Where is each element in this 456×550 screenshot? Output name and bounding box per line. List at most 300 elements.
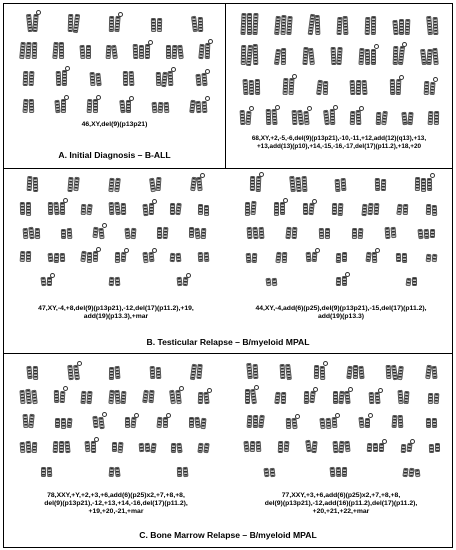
chromosome-pair bbox=[151, 18, 162, 32]
abnormality-marker-icon bbox=[382, 439, 387, 444]
chromosome bbox=[176, 253, 182, 262]
chromosome bbox=[203, 252, 209, 262]
chromosome bbox=[364, 17, 370, 35]
chromosome bbox=[252, 44, 258, 65]
chromosome-pair bbox=[366, 252, 377, 263]
chromosome bbox=[255, 79, 260, 95]
chromosome-pair bbox=[429, 443, 440, 452]
chromosome-pair bbox=[401, 443, 412, 452]
chromosome bbox=[95, 73, 101, 87]
chromosome bbox=[133, 44, 139, 59]
chromosome bbox=[54, 390, 59, 404]
chromosome bbox=[119, 100, 125, 113]
chromosome bbox=[251, 201, 257, 215]
chromosome bbox=[126, 100, 131, 113]
chromosome-pair bbox=[190, 100, 207, 113]
chromosome-pair bbox=[125, 228, 136, 239]
abnormality-marker-icon bbox=[375, 248, 380, 253]
chromosome-pair bbox=[109, 366, 120, 379]
chromosome bbox=[170, 253, 176, 262]
chromosome-pair bbox=[198, 443, 209, 453]
karyogram-a1 bbox=[12, 12, 218, 120]
chromosome-pair bbox=[109, 178, 120, 192]
chromosome bbox=[421, 178, 426, 192]
abnormality-marker-icon bbox=[102, 223, 107, 228]
abnormality-marker-icon bbox=[63, 198, 68, 203]
chromosome bbox=[341, 276, 346, 286]
chromosome bbox=[295, 176, 301, 191]
chromosome-pair bbox=[27, 176, 38, 191]
abnormality-marker-icon bbox=[171, 67, 176, 72]
chromosome-pair bbox=[68, 177, 79, 192]
chromosome bbox=[22, 98, 28, 113]
chromosome-pair bbox=[109, 467, 120, 477]
chromosome-pair bbox=[41, 277, 52, 286]
chromosome-pair bbox=[171, 443, 182, 453]
chromosome bbox=[286, 363, 293, 379]
chromosome-pair bbox=[362, 203, 379, 215]
chromosome-pair bbox=[93, 227, 104, 238]
karyogram-b1 bbox=[12, 175, 217, 293]
karyotype-b1: 47,XY,-4,+8,del(9)(p13p21),-12,del(17)(p11.2),+19, add(19)(p13.3),+mar bbox=[38, 305, 194, 321]
chromosome bbox=[240, 13, 246, 36]
chromosome-pair bbox=[170, 390, 181, 404]
chromosome bbox=[41, 467, 46, 477]
chromosome bbox=[148, 390, 154, 404]
chromosome-row bbox=[12, 411, 217, 428]
chromosome-pair bbox=[27, 14, 38, 32]
chromosome bbox=[166, 45, 171, 59]
chromosome bbox=[85, 441, 91, 453]
chromosome bbox=[168, 71, 174, 86]
abnormality-marker-icon bbox=[249, 106, 254, 111]
chromosome bbox=[355, 110, 361, 125]
chromosome-pair bbox=[192, 16, 203, 32]
chromosome bbox=[203, 442, 209, 453]
chromosome bbox=[151, 18, 156, 32]
chromosome bbox=[163, 417, 168, 428]
chromosome-pair bbox=[247, 415, 264, 428]
chromosome-row bbox=[12, 12, 218, 32]
chromosome-pair bbox=[280, 364, 291, 380]
chromosome bbox=[62, 70, 67, 86]
abnormality-marker-icon bbox=[186, 273, 191, 278]
abnormality-marker-icon bbox=[124, 248, 129, 253]
chromosome bbox=[156, 367, 162, 379]
chromosome bbox=[265, 109, 271, 125]
chromosome bbox=[148, 203, 153, 215]
chromosome-pair bbox=[81, 204, 92, 215]
chromosome bbox=[252, 13, 258, 35]
chromosome bbox=[415, 177, 420, 191]
chromosome bbox=[121, 390, 127, 404]
chromosome bbox=[40, 277, 46, 287]
chromosome bbox=[304, 391, 309, 404]
chromosome-pair bbox=[157, 417, 168, 428]
chromosome bbox=[25, 441, 31, 453]
chromosome bbox=[26, 251, 31, 262]
chromosome-row bbox=[12, 435, 217, 452]
chromosome-pair bbox=[109, 202, 126, 215]
chromosome bbox=[48, 202, 53, 215]
abnormality-marker-icon bbox=[307, 106, 312, 111]
chromosome-pair bbox=[275, 392, 286, 404]
abnormality-marker-icon bbox=[345, 272, 350, 277]
chromosome-pair bbox=[426, 204, 437, 215]
chromosome bbox=[303, 110, 309, 125]
chromosome bbox=[251, 253, 257, 263]
chromosome-pair bbox=[81, 251, 98, 262]
chromosome bbox=[390, 79, 395, 95]
chromosome bbox=[27, 176, 33, 191]
chromosome-pair bbox=[115, 252, 126, 263]
abnormality-marker-icon bbox=[378, 388, 383, 393]
chromosome-pair bbox=[286, 418, 297, 429]
chromosome bbox=[271, 278, 277, 287]
chromosome bbox=[25, 42, 31, 59]
abnormality-marker-icon bbox=[348, 387, 353, 392]
chromosome bbox=[281, 252, 286, 263]
chromosome bbox=[129, 71, 135, 86]
panel-c-title: C. Bone Marrow Relapse – B/myeloid MPAL bbox=[139, 530, 317, 540]
chromosome-pair bbox=[27, 366, 38, 380]
chromosome bbox=[59, 391, 65, 404]
chromosome-row bbox=[12, 222, 217, 239]
karyotype-b2: 44,XY,-4,add(6)(p25),del(9)(p13p21),-15,del(17)(p11.2), add(19)(p13.3) bbox=[255, 305, 427, 321]
chromosome-row bbox=[232, 12, 446, 35]
chromosome bbox=[130, 417, 136, 429]
chromosome bbox=[183, 277, 189, 286]
chromosome-pair bbox=[306, 440, 317, 452]
abnormality-marker-icon bbox=[205, 69, 210, 74]
chromosome-pair bbox=[85, 441, 96, 453]
abnormality-marker-icon bbox=[402, 42, 407, 47]
chromosome bbox=[54, 100, 60, 114]
chromosome-pair bbox=[333, 391, 350, 404]
chromosome bbox=[431, 254, 437, 263]
chromosome-pair bbox=[369, 392, 380, 404]
chromosome-pair bbox=[386, 365, 403, 380]
chromosome-pair bbox=[275, 15, 292, 35]
chromosome bbox=[121, 252, 127, 262]
chromosome-pair bbox=[133, 44, 150, 59]
chromosome bbox=[240, 45, 246, 65]
chromosome-pair bbox=[359, 48, 376, 65]
chromosome bbox=[407, 112, 413, 126]
chromosome-pair bbox=[240, 110, 251, 125]
panel-a-title: A. Initial Diagnosis – B-ALL bbox=[58, 150, 171, 160]
abnormality-marker-icon bbox=[313, 387, 318, 392]
chromosome-pair bbox=[53, 441, 70, 453]
chromosome bbox=[114, 366, 120, 380]
chromosome bbox=[323, 109, 330, 125]
chromosome-pair bbox=[421, 48, 438, 65]
chromosome bbox=[305, 252, 311, 262]
chromosome bbox=[22, 414, 28, 428]
chromosome-pair bbox=[109, 16, 120, 32]
chromosome-pair bbox=[48, 202, 65, 215]
chromosome-pair bbox=[397, 204, 408, 215]
chromosome bbox=[345, 391, 351, 404]
chromosome-row bbox=[236, 269, 446, 286]
abnormality-marker-icon bbox=[283, 198, 288, 203]
chromosome-pair bbox=[189, 227, 206, 238]
chromosome bbox=[426, 16, 433, 35]
chromosome bbox=[325, 228, 330, 239]
chromosome bbox=[371, 252, 376, 263]
chromosome bbox=[26, 202, 31, 216]
chromosome-row bbox=[232, 102, 446, 125]
chromosome bbox=[432, 204, 437, 215]
chromosome-pair bbox=[139, 443, 156, 453]
chromosome-pair bbox=[393, 46, 404, 65]
chromosome bbox=[28, 414, 34, 428]
chromosome-pair bbox=[424, 81, 435, 95]
chromosome-pair bbox=[196, 73, 207, 86]
chromosome-pair bbox=[283, 78, 294, 95]
chromosome-pair bbox=[109, 390, 126, 404]
karyogram-a2 bbox=[232, 12, 446, 132]
chromosome bbox=[20, 251, 26, 262]
chromosome bbox=[433, 111, 438, 125]
chromosome-pair bbox=[337, 16, 348, 35]
chromosome bbox=[33, 366, 38, 380]
chromosome-pair bbox=[274, 202, 285, 216]
chromosome bbox=[125, 417, 130, 428]
abnormality-marker-icon bbox=[259, 172, 264, 177]
chromosome-pair bbox=[189, 417, 206, 428]
chromosome-row bbox=[236, 460, 448, 477]
chromosome-pair bbox=[390, 79, 401, 95]
chromosome-row bbox=[232, 72, 446, 95]
chromosome-pair bbox=[23, 99, 34, 113]
chromosome-pair bbox=[278, 441, 289, 453]
chromosome bbox=[66, 228, 72, 239]
chromosome bbox=[73, 13, 80, 32]
chromosome bbox=[309, 391, 315, 404]
chromosome bbox=[336, 47, 342, 66]
chromosome bbox=[148, 252, 154, 263]
chromosome bbox=[177, 467, 182, 477]
chromosome bbox=[370, 16, 375, 35]
chromosome-row bbox=[236, 435, 448, 452]
panel-initial-diagnosis-second-clone bbox=[226, 3, 453, 169]
chromosome bbox=[32, 442, 37, 453]
chromosome bbox=[358, 228, 364, 239]
chromosome bbox=[341, 178, 347, 191]
chromosome-pair bbox=[150, 366, 161, 379]
chromosome-pair bbox=[275, 48, 286, 65]
chromosome-pair bbox=[143, 203, 154, 215]
chromosome-row bbox=[236, 199, 446, 216]
chromosome bbox=[98, 416, 104, 428]
chromosome-row bbox=[12, 93, 218, 113]
chromosome bbox=[398, 19, 403, 35]
chromosome-row bbox=[236, 222, 446, 239]
chromosome bbox=[183, 467, 189, 477]
abnormality-marker-icon bbox=[359, 106, 364, 111]
chromosome bbox=[28, 227, 35, 239]
chromosome bbox=[249, 80, 255, 96]
chromosome-pair bbox=[241, 13, 258, 35]
chromosome-row bbox=[12, 246, 217, 263]
chromosome bbox=[286, 16, 292, 35]
chromosome-row bbox=[12, 269, 217, 286]
chromosome bbox=[196, 177, 202, 192]
chromosome-pair bbox=[23, 414, 34, 428]
chromosome bbox=[274, 392, 280, 404]
chromosome-pair bbox=[246, 253, 257, 263]
chromosome-pair bbox=[81, 391, 92, 404]
chromosome-pair bbox=[306, 252, 317, 262]
chromosome-row bbox=[12, 66, 218, 86]
abnormality-marker-icon bbox=[208, 39, 213, 44]
abnormality-marker-icon bbox=[152, 248, 157, 253]
chromosome bbox=[245, 253, 251, 263]
chromosome-pair bbox=[266, 109, 277, 125]
chromosome bbox=[150, 442, 156, 452]
chromosome bbox=[396, 204, 402, 216]
chromosome-pair bbox=[375, 178, 386, 191]
chromosome bbox=[131, 227, 137, 239]
chromosome bbox=[61, 417, 66, 428]
chromosome bbox=[427, 178, 432, 191]
chromosome-pair bbox=[68, 365, 79, 380]
chromosome-pair bbox=[393, 19, 410, 35]
chromosome bbox=[258, 415, 265, 429]
chromosome bbox=[150, 366, 156, 379]
chromosome-pair bbox=[304, 391, 315, 404]
chromosome-pair bbox=[347, 365, 364, 379]
chromosome bbox=[98, 228, 104, 239]
chromosome-pair bbox=[286, 227, 297, 239]
chromosome bbox=[73, 364, 80, 379]
chromosome bbox=[379, 443, 384, 452]
chromosome bbox=[204, 205, 209, 216]
chromosome-pair bbox=[123, 71, 134, 86]
chromosome-pair bbox=[198, 392, 209, 404]
chromosome bbox=[263, 468, 269, 478]
chromosome bbox=[426, 418, 431, 428]
chromosome bbox=[314, 15, 320, 35]
chromosome bbox=[420, 49, 427, 65]
chromosome bbox=[205, 43, 211, 59]
abnormality-marker-icon bbox=[368, 413, 373, 418]
chromosome bbox=[335, 276, 340, 286]
chromosome-pair bbox=[332, 203, 343, 216]
chromosome-pair bbox=[385, 227, 396, 239]
abnormality-marker-icon bbox=[65, 66, 70, 71]
chromosome bbox=[87, 99, 93, 114]
chromosome bbox=[138, 443, 144, 453]
chromosome-row bbox=[12, 175, 217, 192]
chromosome bbox=[29, 71, 35, 86]
abnormality-marker-icon bbox=[134, 413, 139, 418]
chromosome-pair bbox=[403, 468, 420, 477]
chromosome bbox=[342, 16, 348, 35]
chromosome-pair bbox=[80, 45, 91, 59]
chromosome bbox=[359, 417, 365, 429]
chromosome-row bbox=[12, 460, 217, 477]
chromosome bbox=[424, 229, 430, 239]
chromosome bbox=[87, 204, 93, 216]
chromosome bbox=[114, 467, 120, 478]
chromosome bbox=[319, 228, 324, 239]
abnormality-marker-icon bbox=[374, 44, 379, 49]
chromosome bbox=[350, 80, 356, 96]
chromosome-row bbox=[12, 199, 217, 216]
chromosome-pair bbox=[125, 417, 136, 428]
chromosome bbox=[250, 176, 255, 191]
chromosome-pair bbox=[415, 177, 432, 191]
chromosome-pair bbox=[243, 79, 260, 95]
abnormality-marker-icon bbox=[64, 95, 69, 100]
chromosome-pair bbox=[392, 415, 403, 428]
karyotype-c1: 78,XXY,+Y,+2,+3,+6,add(6)(p25)x2,+7,+8,+8, del(9)(p13p21),-12,+13,+14,-16,del(17)(p11.2), +19,+20,-21,+mar bbox=[44, 492, 188, 516]
abnormality-marker-icon bbox=[275, 105, 280, 110]
chromosome bbox=[265, 278, 271, 287]
chromosome bbox=[112, 442, 117, 452]
chromosome bbox=[61, 99, 66, 113]
chromosome-pair bbox=[61, 228, 72, 239]
abnormality-marker-icon bbox=[166, 413, 171, 418]
karyotype-a1: 46,XY,del(9)(p13p21) bbox=[81, 121, 148, 128]
chromosome bbox=[292, 227, 298, 239]
chromosome bbox=[197, 392, 202, 404]
chromosome-pair bbox=[241, 44, 258, 65]
abnormality-marker-icon bbox=[148, 40, 153, 45]
chromosome bbox=[163, 227, 169, 239]
chromosome-pair bbox=[314, 365, 325, 379]
chromosome bbox=[109, 277, 115, 286]
chromosome bbox=[144, 443, 150, 453]
chromosome-pair bbox=[198, 252, 209, 262]
chromosome-pair bbox=[143, 252, 154, 263]
chromosome-pair bbox=[352, 228, 363, 239]
chromosome bbox=[86, 45, 91, 59]
chromosome bbox=[368, 392, 374, 404]
chromosome-pair bbox=[290, 176, 307, 192]
chromosome-pair bbox=[426, 254, 437, 262]
chromosome bbox=[93, 99, 98, 113]
chromosome bbox=[405, 277, 411, 286]
chromosome-pair bbox=[20, 202, 31, 216]
chromosome bbox=[79, 45, 85, 59]
abnormality-marker-icon bbox=[96, 95, 101, 100]
chromosome bbox=[32, 14, 38, 33]
chromosome bbox=[375, 112, 381, 125]
abnormality-marker-icon bbox=[433, 77, 438, 82]
abnormality-marker-icon bbox=[207, 388, 212, 393]
chromosome bbox=[142, 252, 148, 263]
chromosome bbox=[156, 18, 161, 32]
chromosome bbox=[280, 202, 285, 215]
chromosome bbox=[309, 203, 315, 216]
chromosome bbox=[59, 42, 64, 59]
chromosome bbox=[139, 45, 144, 59]
abnormality-marker-icon bbox=[152, 199, 157, 204]
chromosome bbox=[314, 365, 319, 379]
chromosome bbox=[375, 178, 380, 191]
chromosome-pair bbox=[336, 252, 347, 262]
chromosome bbox=[273, 49, 280, 65]
chromosome-pair bbox=[55, 418, 72, 429]
chromosome bbox=[115, 277, 121, 286]
chromosome-pair bbox=[55, 99, 66, 113]
chromosome bbox=[308, 47, 315, 65]
chromosome-pair bbox=[20, 441, 37, 453]
chromosome bbox=[367, 203, 373, 215]
